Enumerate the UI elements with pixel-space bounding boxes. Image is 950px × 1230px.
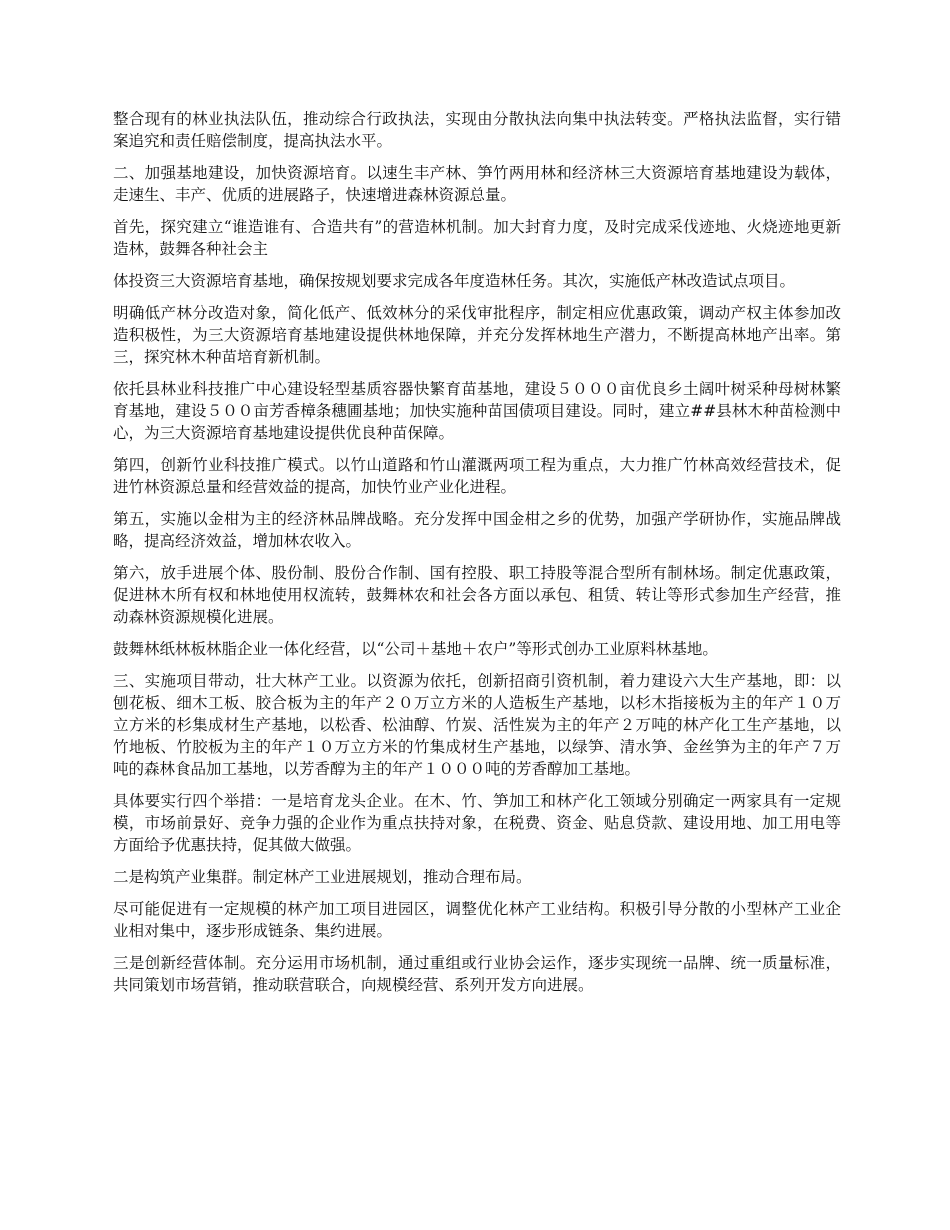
paragraph: 二、加强基地建设，加快资源培育。以速生丰产林、笋竹两用林和经济林三大资源培育基地建设为载体，走速生、丰产、优质的进展路子，快速增进森林资源总量。 xyxy=(113,164,841,204)
paragraph: 体投资三大资源培育基地，确保按规划要求完成各年度造林任务。其次，实施低产林改造试点项目。 xyxy=(113,272,796,290)
paragraph: 首先，探究建立“谁造谁有、合造共有”的营造林机制。加大封育力度，及时完成采伐迹地、火烧迹地更新造林，鼓舞各种社会主 xyxy=(113,218,841,258)
paragraph: 三、实施项目带动，壮大林产工业。以资源为依托，创新招商引资机制，着力建设六大生产基地，即：以刨花板、细木工板、胶合板为主的年产２０万立方米的人造板生产基地，以杉木指接板为主的年产１０万立方米的杉集成材生产基地，以松香、松油醇、竹炭、活性炭为主的年产２万吨的林产化工生产基地，以竹地板、竹胶板为主的年产１０万立方米的竹集成材生产基地，以绿笋、清水笋、金丝笋为主的年产７万吨的森林食品加工基地，以芳香醇为主的年产１０００吨的芳香醇加工基地。 xyxy=(113,672,841,778)
paragraph: 三是创新经营体制。充分运用市场机制，通过重组或行业协会运作，逐步实现统一品牌、统一质量标准，共同策划市场营销，推动联营联合，向规模经营、系列开发方向进展。 xyxy=(113,954,841,994)
paragraph: 尽可能促进有一定规模的林产加工项目进园区，调整优化林产工业结构。积极引导分散的小型林产工业企业相对集中，逐步形成链条、集约进展。 xyxy=(113,900,841,940)
paragraph: 整合现有的林业执法队伍，推动综合行政执法，实现由分散执法向集中执法转变。严格执法监督，实行错案追究和责任赔偿制度，提高执法水平。 xyxy=(113,110,841,150)
paragraph: 依托县林业科技推广中心建设轻型基质容器快繁育苗基地，建设５０００亩优良乡土阔叶树采种母树林繁育基地，建设５００亩芳香樟条穗圃基地；加快实施种苗国债项目建设。同时，建立##县林木种苗检测中心，为三大资源培育基地建设提供优良种苗保障。 xyxy=(113,380,841,442)
paragraph: 鼓舞林纸林板林脂企业一体化经营，以“公司＋基地＋农户”等形式创办工业原料林基地。 xyxy=(113,640,718,658)
paragraph: 第四，创新竹业科技推广模式。以竹山道路和竹山灌溉两项工程为重点，大力推广竹林高效经营技术，促进竹林资源总量和经营效益的提高，加快竹业产业化进程。 xyxy=(113,456,841,496)
paragraph: 第六，放手进展个体、股份制、股份合作制、国有控股、职工持股等混合型所有制林场。制定优惠政策，促进林木所有权和林地使用权流转，鼓舞林农和社会各方面以承包、租赁、转让等形式参加生产经营，推动森林资源规模化进展。 xyxy=(113,564,841,626)
paragraph: 明确低产林分改造对象，简化低产、低效林分的采伐审批程序，制定相应优惠政策，调动产权主体参加改造积极性，为三大资源培育基地建设提供林地保障，并充分发挥林地生产潜力，不断提高林地产出率。第三，探究林木种苗培育新机制。 xyxy=(113,304,841,366)
paragraph: 具体要实行四个举措：一是培育龙头企业。在木、竹、笋加工和林产化工领域分别确定一两家具有一定规模，市场前景好、竞争力强的企业作为重点扶持对象，在税费、资金、贴息贷款、建设用地、加工用电等方面给予优惠扶持，促其做大做强。 xyxy=(113,792,841,854)
paragraph: 第五，实施以金柑为主的经济林品牌战略。充分发挥中国金柑之乡的优势，加强产学研协作，实施品牌战略，提高经济效益，增加林农收入。 xyxy=(113,510,841,550)
paragraph: 二是构筑产业集群。制定林产工业进展规划，推动合理布局。 xyxy=(113,868,532,886)
document-body xyxy=(113,108,841,1006)
